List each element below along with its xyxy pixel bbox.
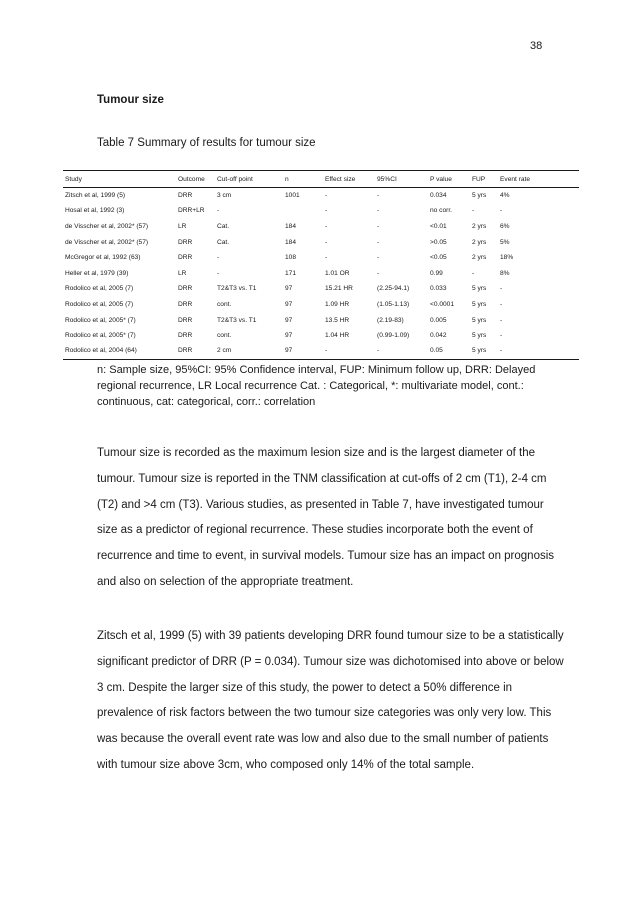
section-heading: Tumour size: [97, 94, 164, 106]
table-row: [63, 312, 579, 328]
table-cell: -: [377, 269, 380, 277]
results-table: [63, 170, 579, 360]
table-cell: Rodolico et al, 2005* (7): [65, 316, 136, 324]
table-cell: -: [325, 207, 328, 215]
paragraph-tumour-size-definition: Tumour size is recorded as the maximum lesion size and is the largest diameter of the tumour. Tumour size is reported in the TNM classification at cut-offs of 2 cm (T1), 2-4 cm (T2) and >4 cm (T3). Various studies, as presented in Table 7, have investigated tumour size as a predictor of regional recurrence. These studies incorporate both the event of recurrence and time to event, in survival models. Tumour size has an impact on prognosis and also on selection of the appropriate treatment.: [97, 447, 555, 588]
table-cell: 97: [285, 285, 293, 293]
table-cell: Cat.: [217, 238, 230, 246]
table-cell: -: [325, 254, 328, 262]
page-number: 38: [530, 40, 543, 52]
table-cell: -: [500, 300, 503, 308]
column-header: Study: [63, 171, 176, 188]
table-cell: -: [217, 269, 220, 277]
table-row: [63, 297, 579, 313]
table-cell: LR: [178, 269, 187, 277]
table-cell: cont.: [217, 332, 232, 340]
table-cell: -: [500, 207, 503, 215]
column-header: Effect size: [323, 171, 375, 188]
table-cell: T2&T3 vs. T1: [217, 316, 257, 324]
table-row: [63, 328, 579, 344]
table-cell: Heller et al, 1979 (39): [65, 269, 129, 277]
table-cell: 18%: [500, 254, 514, 262]
table-cell: 1.01 OR: [325, 269, 350, 277]
table-cell: (2.19-83): [377, 316, 404, 324]
table-cell: 5 yrs: [470, 343, 498, 359]
table-cell: 5 yrs: [472, 300, 487, 308]
column-header: n: [283, 171, 323, 188]
column-header: Cut-off point: [215, 171, 283, 188]
column-header: P value: [428, 171, 470, 188]
table-cell: Cat.: [217, 222, 230, 230]
table-cell: DRR: [176, 343, 215, 359]
table-cell: DRR: [178, 238, 193, 246]
table-cell: -: [325, 222, 328, 230]
table-cell: 0.042: [430, 332, 447, 340]
table-cell: 171: [285, 269, 297, 277]
table-cell: -: [472, 269, 475, 277]
table-cell: 184: [285, 238, 297, 246]
table-cell: (2.25-94.1): [377, 285, 410, 293]
table-cell: -: [377, 192, 380, 200]
table-cell: -: [217, 207, 220, 215]
table-row: [63, 281, 579, 297]
column-header: 95%CI: [375, 171, 428, 188]
table-cell: (0.99-1.09): [377, 332, 410, 340]
table-cell: 15.21 HR: [325, 285, 353, 293]
table-cell: 0.033: [430, 285, 447, 293]
table-cell: DRR: [178, 316, 193, 324]
table-cell: -: [377, 254, 380, 262]
table-cell: 8%: [500, 269, 510, 277]
table-cell: Rodolico et al, 2005* (7): [65, 332, 136, 340]
table-cell: 97: [285, 316, 293, 324]
table-cell: -: [472, 207, 475, 215]
table-cell: 1.09 HR: [325, 300, 350, 308]
table-cell: [283, 203, 323, 219]
table-cell: 5%: [500, 238, 510, 246]
table-cell: DRR: [178, 254, 193, 262]
table-header-row: [63, 171, 579, 188]
table-cell: T2&T3 vs. T1: [217, 285, 257, 293]
table-cell: 5 yrs: [472, 332, 487, 340]
table-cell: -: [500, 316, 503, 324]
table-cell: -: [500, 285, 503, 293]
table-row: [63, 203, 579, 219]
table-cell: Rodolico et al, 2005 (7): [65, 300, 134, 308]
table-cell: 4%: [500, 192, 510, 200]
table-cell: 5 yrs: [472, 316, 487, 324]
table-cell: no corr.: [430, 207, 452, 215]
table-cell: 0.005: [430, 316, 447, 324]
table-cell: (1.05-1.13): [377, 300, 410, 308]
table-cell: 2 cm: [215, 343, 283, 359]
table-cell: -: [500, 332, 503, 340]
column-header: Event rate: [498, 171, 579, 188]
paragraph-zitsch-study: Zitsch et al, 1999 (5) with 39 patients developing DRR found tumour size to be a statistically significant predictor of DRR (P = 0.034). Tumour size was dichotomised into above or below 3 cm. Despite the larger size of this study, the power to detect a 50% difference in prevalence of risk factors between the two tumour size categories was only very low. This was because the overall event rate was low and also due to the small number of patients with tumour size above 3cm, who composed only 14% of the total sample.: [97, 630, 564, 771]
table-row: [63, 234, 579, 250]
table-cell: 6%: [500, 222, 510, 230]
table-cell: -: [377, 207, 380, 215]
table-cell: de Visscher et al, 2002* (57): [65, 222, 149, 230]
table-cell: -: [375, 343, 428, 359]
table-cell: 0.034: [430, 192, 447, 200]
table-cell: -: [498, 343, 579, 359]
table-cell: <0.0001: [430, 300, 455, 308]
column-header: FUP: [470, 171, 498, 188]
table-cell: <0.05: [430, 254, 447, 262]
table-cell: de Visscher et al, 2002* (57): [65, 238, 149, 246]
table-caption: Table 7 Summary of results for tumour size: [97, 137, 316, 149]
table-cell: -: [323, 343, 375, 359]
table-cell: 0.05: [428, 343, 470, 359]
table-cell: 108: [285, 254, 297, 262]
table-row: [63, 219, 579, 235]
table-cell: DRR: [178, 332, 193, 340]
table-cell: LR: [178, 222, 187, 230]
table-cell: DRR: [178, 285, 193, 293]
table-cell: cont.: [217, 300, 232, 308]
table-cell: Rodolico et al, 2004 (64): [63, 343, 176, 359]
table-cell: -: [217, 254, 220, 262]
table-cell: Rodolico et al, 2005 (7): [65, 285, 134, 293]
table-cell: 2 yrs: [472, 238, 487, 246]
table-cell: 5 yrs: [472, 285, 487, 293]
table-row: [63, 343, 579, 359]
table-cell: >0.05: [430, 238, 447, 246]
table-cell: DRR+LR: [178, 207, 205, 215]
table-cell: McGregor et al, 1992 (63): [65, 254, 141, 262]
table-cell: 3 cm: [217, 192, 232, 200]
table-cell: 1.04 HR: [325, 332, 350, 340]
table-cell: 97: [285, 332, 293, 340]
table-cell: -: [325, 238, 328, 246]
table-cell: Hosal et al, 1992 (3): [65, 207, 125, 215]
table-cell: 97: [283, 343, 323, 359]
table-cell: -: [377, 238, 380, 246]
table-cell: 5 yrs: [472, 192, 487, 200]
table-cell: DRR: [178, 192, 193, 200]
table-notes: n: Sample size, 95%CI: 95% Confidence interval, FUP: Minimum follow up, DRR: Delayed regional recurrence, LR Local recurrence Cat. : Categorical, *: multivariate model, cont.: continuous, cat: categorical, corr.: correlation: [97, 364, 536, 408]
table-cell: 97: [285, 300, 293, 308]
table-row: [63, 265, 579, 281]
table-row: [63, 188, 579, 204]
column-header: Outcome: [176, 171, 215, 188]
table-cell: -: [377, 222, 380, 230]
table-cell: 2 yrs: [472, 222, 487, 230]
table-cell: Zitsch et al, 1999 (5): [65, 192, 126, 200]
table-cell: 1001: [285, 192, 300, 200]
table-cell: 13.5 HR: [325, 316, 350, 324]
table-cell: 2 yrs: [472, 254, 487, 262]
table-cell: 0.99: [430, 269, 443, 277]
table-cell: -: [325, 192, 328, 200]
table-cell: DRR: [178, 300, 193, 308]
table-cell: 184: [285, 222, 297, 230]
table-cell: <0.01: [430, 222, 447, 230]
table-row: [63, 250, 579, 266]
